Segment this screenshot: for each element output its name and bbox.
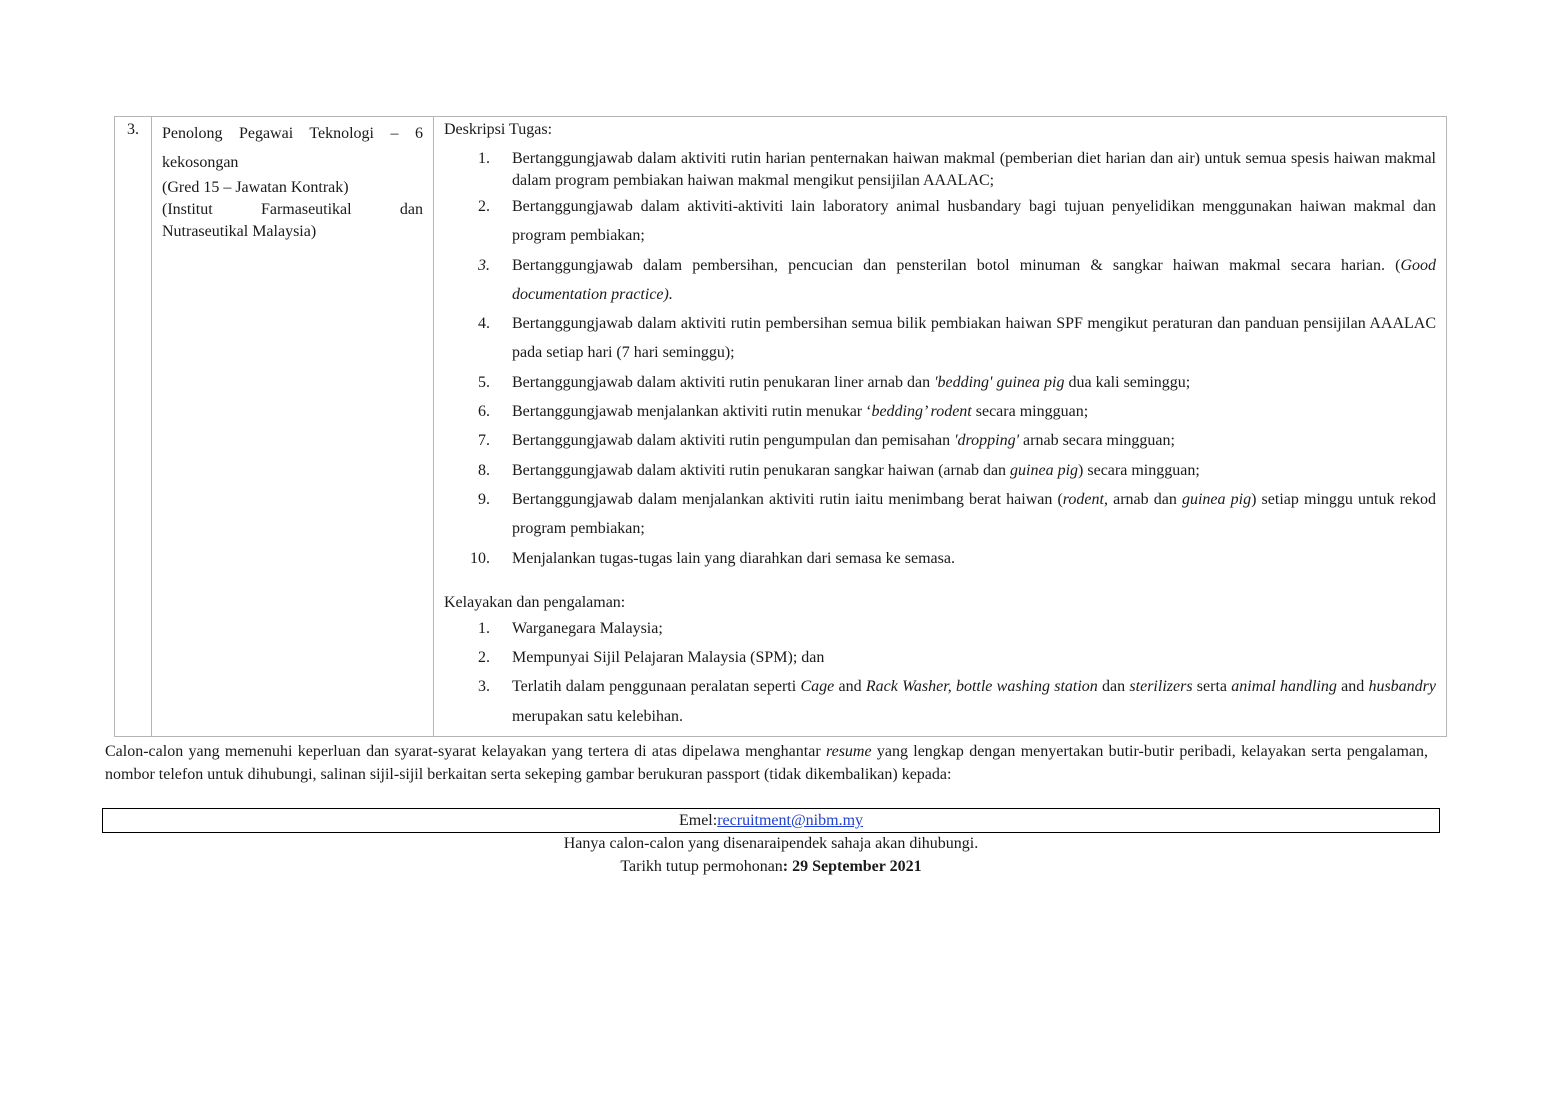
job-row — [115, 117, 1447, 737]
list-item: 3. Bertanggungjawab dalam pembersihan, pencucian dan pensterilan botol minuman & sangkar haiwan makmal secara harian. (Good documentation practice). — [478, 256, 1436, 303]
closing-date: Tarikh tutup permohonan: 29 September 2021 — [620, 858, 922, 875]
row-number: 3. — [115, 117, 152, 737]
list-item: 5. Bertanggungjawab dalam aktiviti rutin penukaran liner arnab dan 'bedding' guinea pig dua kali seminggu; — [478, 373, 1191, 391]
list-item: 1. Warganegara Malaysia; — [478, 619, 663, 637]
position-title: Penolong Pegawai Teknologi – 6 — [162, 125, 423, 142]
qualifications-heading: Kelayakan dan pengalaman: — [444, 593, 626, 611]
list-item: 7. Bertanggungjawab dalam aktiviti rutin pengumpulan dan pemisahan 'dropping' arnab secara mingguan; — [478, 432, 1175, 450]
list-item: 10. Menjalankan tugas-tugas lain yang diarahkan dari semasa ke semasa. — [470, 549, 955, 567]
description-cell — [434, 117, 1447, 737]
position-cell — [152, 117, 434, 737]
qualifications-list — [444, 614, 1436, 731]
list-item: 6. Bertanggungjawab menjalankan aktiviti rutin menukar ‘bedding’ rodent secara mingguan; — [478, 403, 1089, 421]
position-institute-line2: Nutraseutikal Malaysia) — [162, 223, 317, 240]
list-item: 8. Bertanggungjawab dalam aktiviti rutin penukaran sangkar haiwan (arnab dan guinea pig) secara mingguan; — [478, 461, 1200, 479]
email-link[interactable]: recruitment@nibm.my — [717, 812, 864, 829]
application-instructions: Calon-calon yang memenuhi keperluan dan syarat-syarat kelayakan yang tertera di atas dipelawa menghantar resume yang lengkap dengan menyertakan butir-butir peribadi, kelayakan serta pengalaman, nombor telefon untuk dihubungi, salinan sijil-sijil berkaitan serta sekeping gambar berukuran passport (tidak dikembalikan) kepada: — [105, 743, 1429, 783]
list-item: 2. Bertanggungjawab dalam aktiviti-aktiviti lain laboratory animal husbandary bagi tujuan penyelidikan menggunakan haiwan makmal dan program pembiakan; — [478, 198, 1436, 245]
email-label: Emel: — [678, 812, 718, 829]
duties-list — [444, 148, 1436, 573]
shortlist-notice: Hanya calon-calon yang disenaraipendek sahaja akan dihubungi. — [563, 835, 979, 852]
position-grade: (Gred 15 – Jawatan Kontrak) — [162, 179, 349, 196]
list-item: 1. Bertanggungjawab dalam aktiviti rutin harian penternakan haiwan makmal (pemberian diet harian dan air) untuk semua spesis haiwan makmal dalam program pembiakan haiwan makmal mengikut pensijilan AAALAC; — [478, 150, 1436, 189]
position-vacancies: kekosongan — [162, 154, 239, 171]
list-item: 2. Mempunyai Sijil Pelajaran Malaysia (SPM); dan — [478, 649, 825, 667]
list-item: 3. Terlatih dalam penggunaan peralatan seperti Cage and Rack Washer, bottle washing station dan sterilizers serta animal handling and husbandry merupakan satu kelebihan. — [478, 678, 1437, 725]
duties-heading: Deskripsi Tugas: — [444, 121, 553, 138]
position-institute-line1: (Institut Farmaseutikal dan — [162, 201, 423, 218]
job-table — [114, 116, 1447, 737]
list-item: 9. Bertanggungjawab dalam menjalankan aktiviti rutin iaitu menimbang berat haiwan (rodent, arnab dan guinea pig) setiap minggu untuk rekod program pembiakan; — [478, 490, 1437, 538]
email-box — [102, 808, 1440, 833]
list-item: 4. Bertanggungjawab dalam aktiviti rutin pembersihan semua bilik pembiakan haiwan SPF mengikut peraturan dan panduan pensijilan AAALAC pada setiap hari (7 hari seminggu); — [478, 315, 1436, 362]
